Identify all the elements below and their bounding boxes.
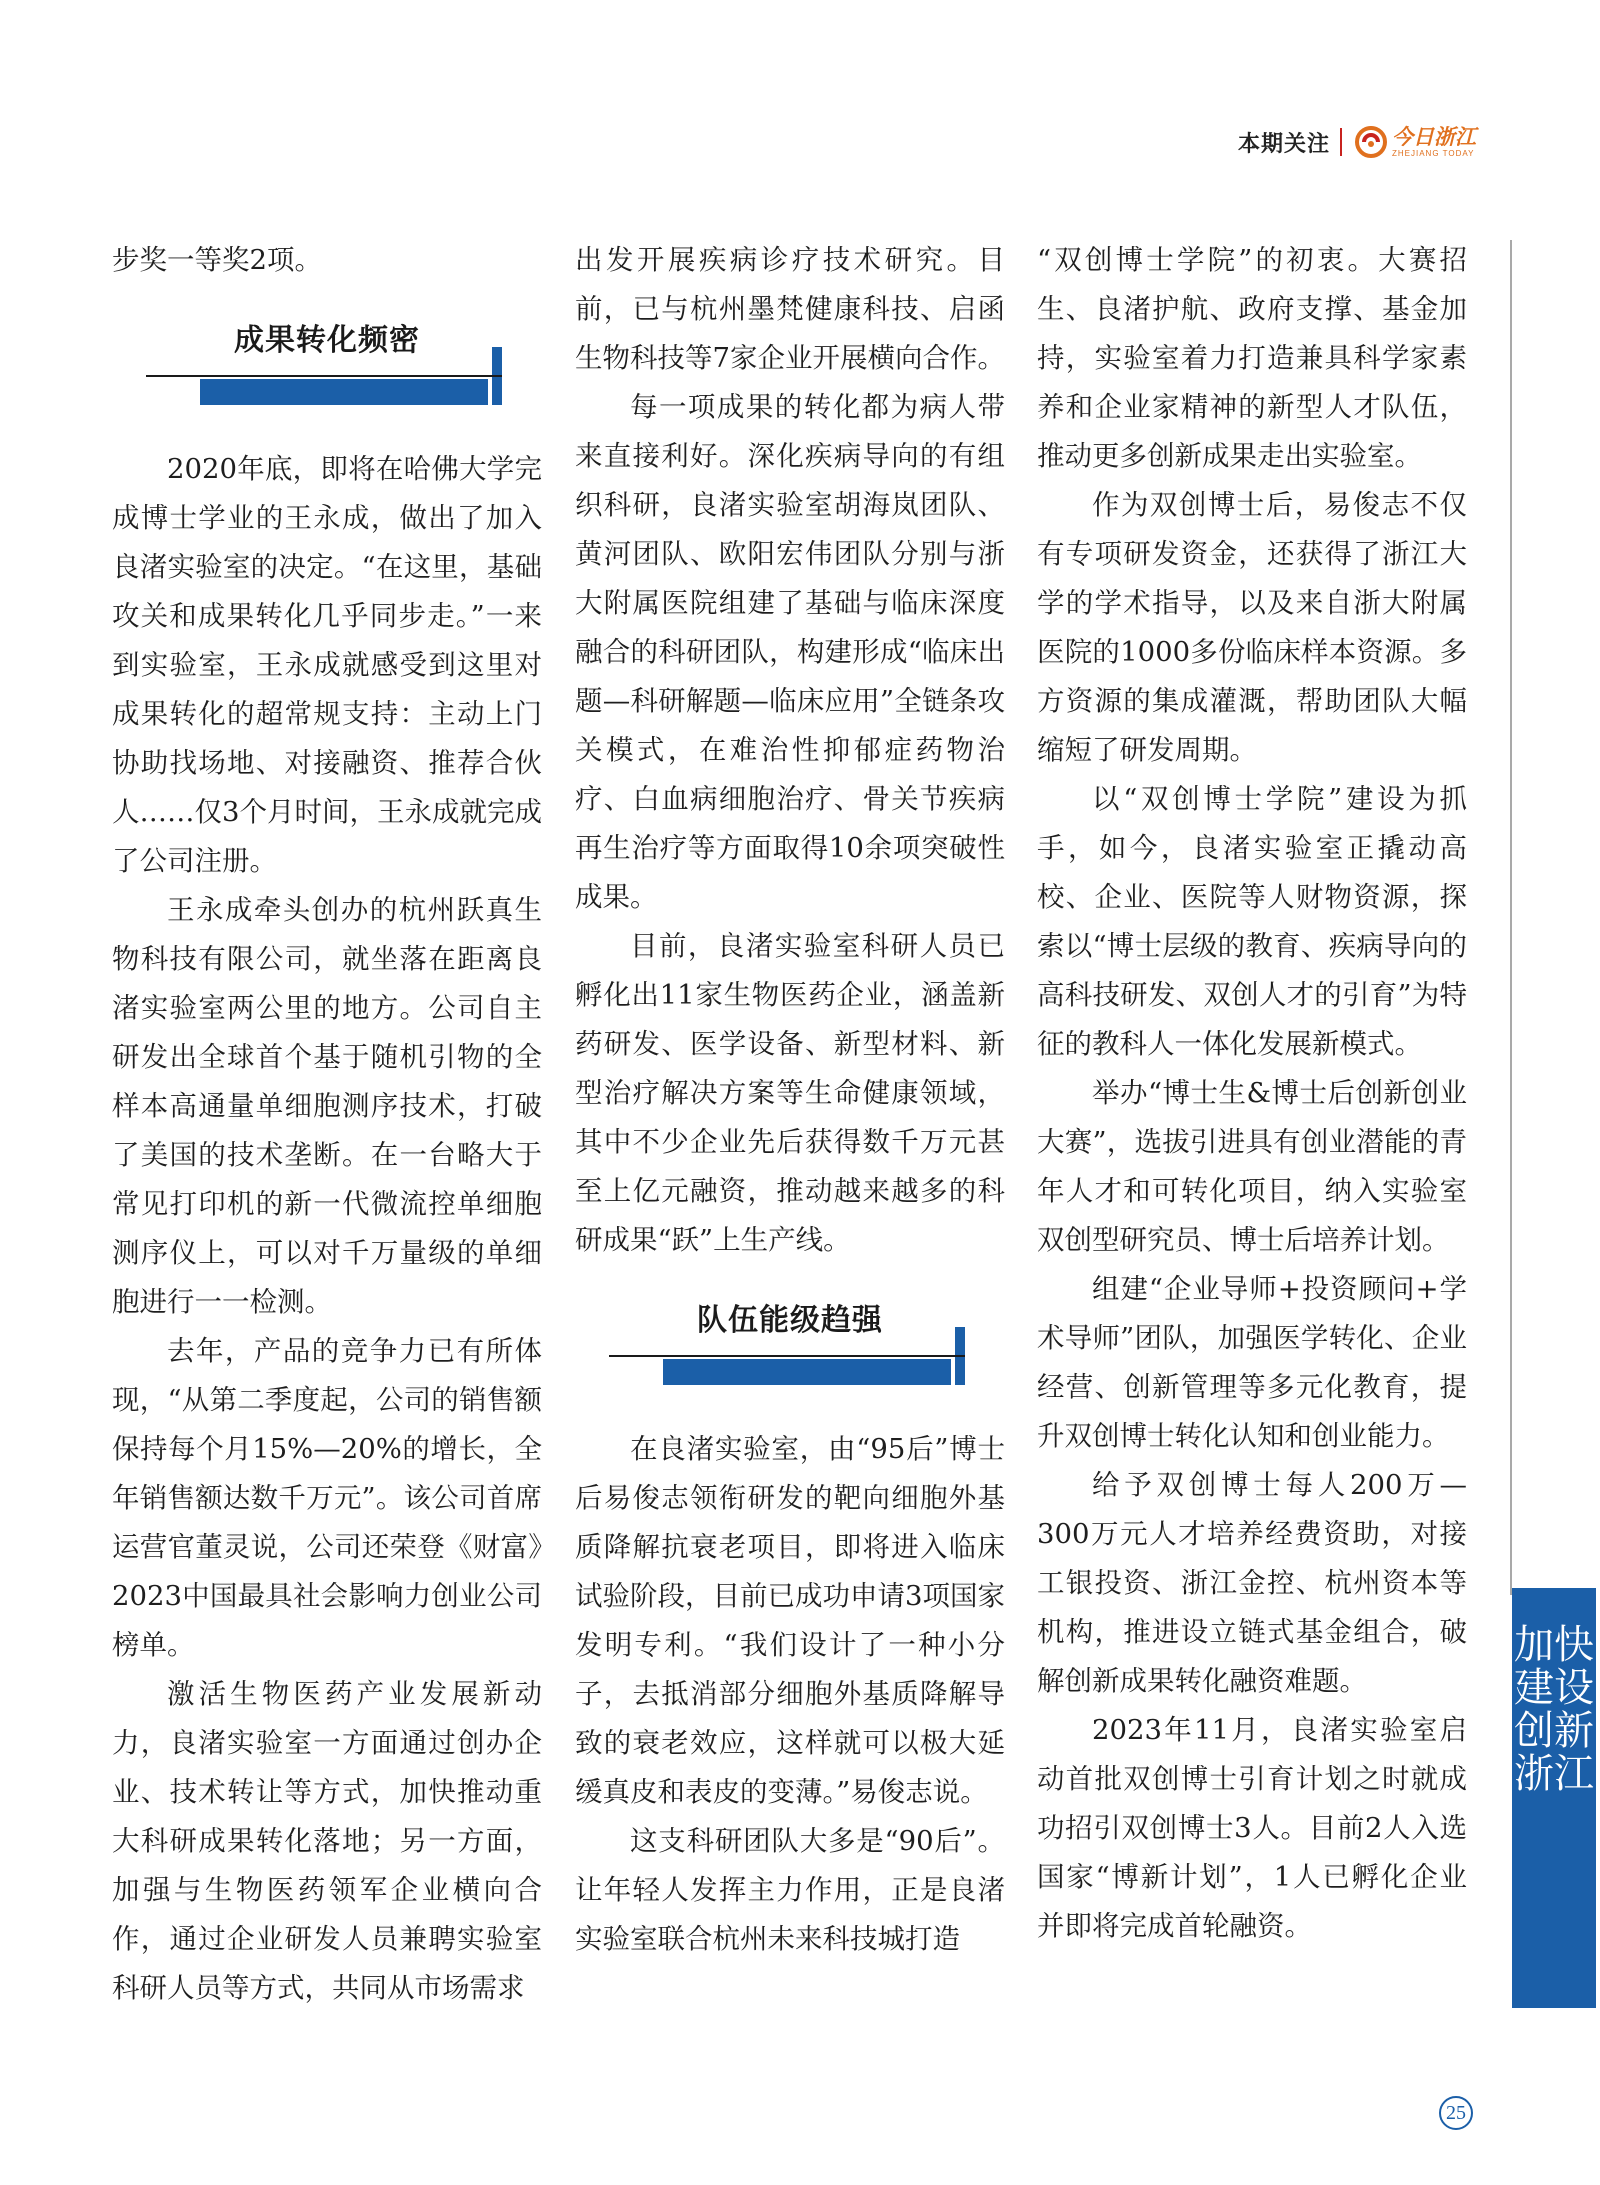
paragraph: 这支科研团队大多是“90后”。让年轻人发挥主力作用，正是良渚实验室联合杭州未来科技城打造 (575, 1825, 1005, 1955)
section-title: 队伍能级趋强 (697, 1303, 883, 1338)
heading-bar (200, 379, 488, 405)
heading-bar (663, 1359, 951, 1385)
paragraph: 组建“企业导师+投资顾问+学术导师”团队，加强医学转化、企业经营、创新管理等多元化教育，提升双创博士转化认知和创业能力。 (1037, 1273, 1467, 1452)
page-header (1238, 122, 1476, 162)
section-title: 成果转化频密 (234, 323, 420, 358)
header-divider (1340, 128, 1342, 156)
heading-underline (146, 375, 502, 377)
text-column-2 (575, 236, 1005, 1964)
paragraph: 去年，产品的竞争力已有所体现，“从第二季度起，公司的销售额保持每个月15%—20%的增长，全年销售额达数千万元”。该公司首席运营官董灵说，公司还荣登《财富》2023中国最具社会影响力创业公司榜单。 (112, 1335, 542, 1661)
margin-divider (1510, 240, 1512, 1595)
paragraph: 举办“博士生&博士后创新创业大赛”，选拔引进具有创业潜能的青年人才和可转化项目，纳入实验室双创型研究员、博士后培养计划。 (1037, 1077, 1467, 1256)
side-section-tab (1512, 1588, 1596, 2008)
side-tab-text: 加快建设创新浙江 (1514, 1622, 1594, 1797)
logo-chinese: 今日浙江 (1392, 124, 1476, 149)
publication-logo (1354, 125, 1476, 159)
section-heading-results (112, 319, 542, 423)
section-heading-team (575, 1299, 1005, 1403)
text-column-3 (1037, 236, 1467, 1951)
paragraph: 激活生物医药产业发展新动力，良渚实验室一方面通过创办企业、技术转让等方式，加快推动重大科研成果转化落地；另一方面，加强与生物医药领军企业横向合作，通过企业研发人员兼聘实验室科研人员等方式，共同从市场需求 (112, 1678, 542, 2004)
column-label: 本期关注 (1237, 131, 1330, 157)
text-column-1 (112, 236, 542, 2013)
paragraph: 每一项成果的转化都为病人带来直接利好。深化疾病导向的有组织科研，良渚实验室胡海岚团队、黄河团队、欧阳宏伟团队分别与浙大附属医院组建了基础与临床深度融合的科研团队，构建形成“临床出题—科研解题—临床应用”全链条攻关模式，在难治性抑郁症药物治疗、白血病细胞治疗、骨关节疾病再生治疗等方面取得10余项突破性成果。 (575, 391, 1005, 913)
paragraph: 步奖一等奖2项。 (112, 244, 322, 276)
paragraph: 出发开展疾病诊疗技术研究。目前，已与杭州墨梵健康科技、启函生物科技等7家企业开展横向合作。 (575, 244, 1005, 374)
paragraph: “双创博士学院”的初衷。大赛招生、良渚护航、政府支撑、基金加持，实验室着力打造兼具科学家素养和企业家精神的新型人才队伍，推动更多创新成果走出实验室。 (1037, 244, 1467, 472)
paragraph: 目前，良渚实验室科研人员已孵化出11家生物医药企业，涵盖新药研发、医学设备、新型材料、新型治疗解决方案等生命健康领域，其中不少企业先后获得数千万元甚至上亿元融资，推动越来越多的科研成果“跃”上生产线。 (575, 930, 1005, 1256)
paragraph: 给予双创博士每人200万—300万元人才培养经费资助，对接工银投资、浙江金控、杭州资本等机构，推进设立链式基金组合，破解创新成果转化融资难题。 (1037, 1469, 1467, 1697)
paragraph: 在良渚实验室，由“95后”博士后易俊志领衔研发的靶向细胞外基质降解抗衰老项目，即将进入临床试验阶段，目前已成功申请3项国家发明专利。“我们设计了一种小分子，去抵消部分细胞外基质降解导致的衰老效应，这样就可以极大延缓真皮和表皮的变薄。”易俊志说。 (575, 1433, 1005, 1808)
paragraph: 2023年11月，良渚实验室启动首批双创博士引育计划之时就成功招引双创博士3人。目前2人入选国家“博新计划”，1人已孵化企业并即将完成首轮融资。 (1037, 1714, 1467, 1942)
logo-swirl-icon (1354, 125, 1388, 159)
paragraph: 2020年底，即将在哈佛大学完成博士学业的王永成，做出了加入良渚实验室的决定。“在这里，基础攻关和成果转化几乎同步走。”一来到实验室，王永成就感受到这里对成果转化的超常规支持：主动上门协助找场地、对接融资、推荐合伙人……仅3个月时间，王永成就完成了公司注册。 (112, 453, 542, 877)
paragraph: 以“双创博士学院”建设为抓手，如今，良渚实验室正撬动高校、企业、医院等人财物资源，探索以“博士层级的教育、疾病导向的高科技研发、双创人才的引育”为特征的教科人一体化发展新模式。 (1037, 783, 1467, 1060)
page-number: 25 (1439, 2096, 1473, 2130)
paragraph: 王永成牵头创办的杭州跃真生物科技有限公司，就坐落在距离良渚实验室两公里的地方。公司自主研发出全球首个基于随机引物的全样本高通量单细胞测序技术，打破了美国的技术垄断。在一台略大于常见打印机的新一代微流控单细胞测序仪上，可以对千万量级的单细胞进行一一检测。 (112, 894, 542, 1318)
paragraph: 作为双创博士后，易俊志不仅有专项研发资金，还获得了浙江大学的学术指导，以及来自浙大附属医院的1000多份临床样本资源。多方资源的集成灌溉，帮助团队大幅缩短了研发周期。 (1037, 489, 1467, 766)
heading-underline (609, 1355, 965, 1357)
logo-english: ZHEJIANG TODAY (1392, 148, 1475, 158)
